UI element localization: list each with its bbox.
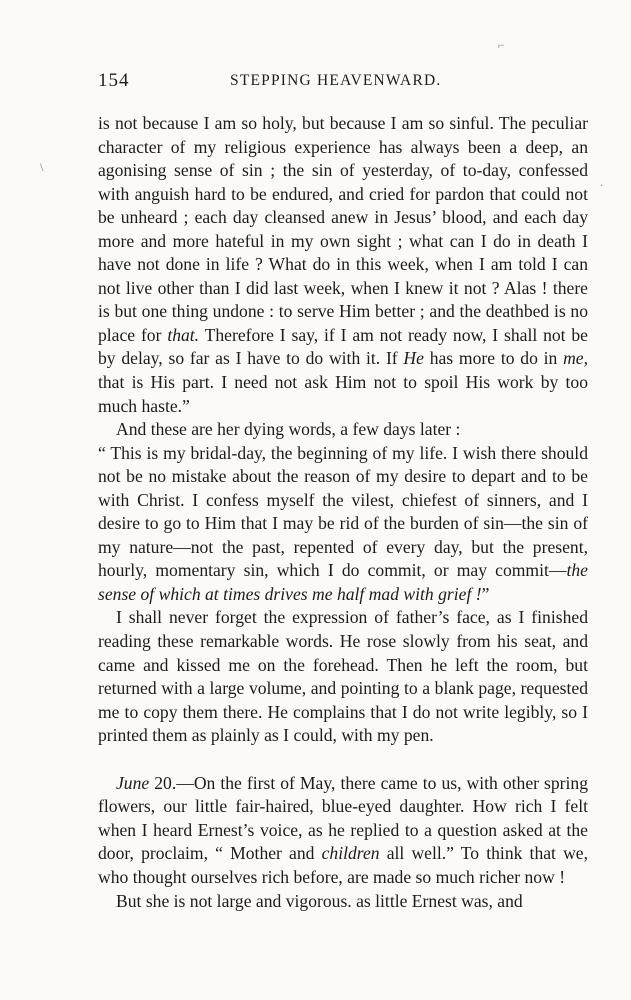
running-title: STEPPING HEAVENWARD. — [230, 72, 442, 89]
text-run: that is His part. I need not ask Him not to spoil His work by too much haste.” — [98, 372, 588, 416]
text-run: all well.” To think that we, who thought ourselves rich before, are made so much richer now ! — [98, 843, 589, 887]
page-header — [98, 70, 588, 92]
entry-date-month: June — [116, 772, 150, 793]
emphasis-children: children — [321, 843, 380, 864]
text-run: 20.—On the first of May, there came to us, with other spring flowers, our little fair-haired, blue-eyed daughter. How rich I felt when I heard Ernest’s voice, as he replied to a question asked at the door, proclaim, “ Mother and — [98, 772, 588, 864]
emphasis-that: that. — [167, 324, 200, 345]
text-run: has more to do in — [423, 348, 564, 369]
body-text — [98, 112, 588, 913]
emphasis-grief: the sense of which at times drives me half mad with grief ! — [98, 560, 588, 604]
text-run: “ This is my bridal-day, the beginning of my life. I wish there should not be no mistake about the reason of my desire to depart and to be with Christ. I confess myself the vilest, chiefest of sinners, and I desire to go to Him that I may be rid of the burden of sin—the sin of my nature—not the past, repented of every day, but the present, hourly, momentary sin, which I do commit, or may commit— — [98, 442, 588, 581]
paragraph-dying-words-intro: And these are her dying words, a few days later : — [116, 419, 461, 440]
paragraph-letter-continued — [98, 112, 588, 418]
paragraph-june-entry — [98, 772, 588, 890]
page-number: 154 — [98, 70, 130, 91]
paragraph-dying-words-quote — [98, 442, 588, 607]
emphasis-he: He — [403, 348, 424, 369]
stray-mark: ⌐ — [498, 38, 505, 52]
stray-mark: \ — [40, 160, 44, 174]
text-run: Therefore I say, if I am not ready now, I shall not be by delay, so far as I have to do with it. If — [98, 324, 588, 369]
text-run: ” — [481, 583, 490, 604]
emphasis-me: me, — [563, 348, 588, 369]
paragraph-father-reaction: I shall never forget the expression of father’s face, as I finished reading these remarkable words. He rose slowly from his seat, and came and kissed me on the forehead. Then he left the room, but returned with a large volume, and pointing to a blank page, requested me to copy them there. He complains that I do not write legibly, so I printed them as plainly as I could, with my pen. — [98, 607, 588, 746]
paragraph-daughter-health: But she is not large and vigorous. as little Ernest was, and — [116, 890, 523, 911]
text-run: is not because I am so holy, but because I am so sinful. The peculiar character of my religious experience has always been a deep, an agonising sense of sin ; the sin of yesterday, of to-day, confessed with anguish hard to be endured, and cried for pardon that could not be unheard ; each day cleansed anew in Jesus’ blood, and each day more and more hateful in my own sight ; what can I do in death I have not done in life ? What do in this week, when I am told I can not live other than I did last week, when I knew it not ? Alas ! there is but one thing undone : to serve Him better ; and the deathbed is no place for — [98, 113, 588, 345]
stray-mark: . — [600, 175, 603, 189]
